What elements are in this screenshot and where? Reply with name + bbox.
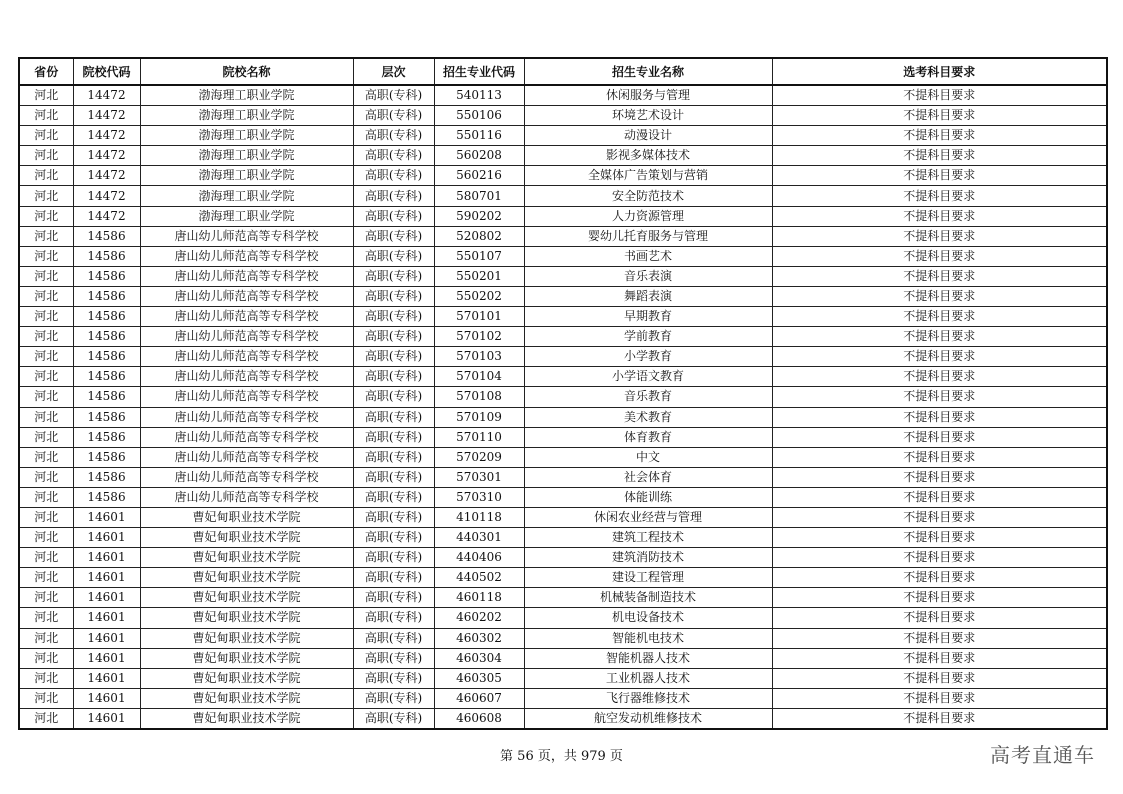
cell-school-code: 14601 <box>73 648 140 668</box>
cell-province: 河北 <box>19 447 73 467</box>
cell-level: 高职(专科) <box>353 568 434 588</box>
cell-province: 河北 <box>19 568 73 588</box>
cell-school-code: 14586 <box>73 286 140 306</box>
cell-school-name: 唐山幼儿师范高等专科学校 <box>140 246 353 266</box>
cell-province: 河北 <box>19 548 73 568</box>
table-row <box>19 206 1107 226</box>
cell-school-name: 唐山幼儿师范高等专科学校 <box>140 447 353 467</box>
cell-school-code: 14472 <box>73 186 140 206</box>
table-row <box>19 387 1107 407</box>
cell-province: 河北 <box>19 487 73 507</box>
cell-province: 河北 <box>19 648 73 668</box>
table-row <box>19 447 1107 467</box>
cell-level: 高职(专科) <box>353 668 434 688</box>
cell-province: 河北 <box>19 246 73 266</box>
cell-school-code: 14601 <box>73 588 140 608</box>
cell-province: 河北 <box>19 628 73 648</box>
cell-school-code: 14601 <box>73 608 140 628</box>
cell-major-code: 570101 <box>434 307 524 327</box>
cell-level: 高职(专科) <box>353 186 434 206</box>
cell-school-code: 14586 <box>73 447 140 467</box>
cell-subject-requirement: 不提科目要求 <box>772 427 1107 447</box>
cell-level: 高职(专科) <box>353 246 434 266</box>
cell-subject-requirement: 不提科目要求 <box>772 186 1107 206</box>
header-major-name: 招生专业名称 <box>524 58 772 85</box>
cell-level: 高职(专科) <box>353 708 434 729</box>
cell-province: 河北 <box>19 126 73 146</box>
cell-major-name: 工业机器人技术 <box>524 668 772 688</box>
table-row <box>19 568 1107 588</box>
cell-level: 高职(专科) <box>353 407 434 427</box>
table-row <box>19 166 1107 186</box>
cell-major-name: 休闲服务与管理 <box>524 85 772 106</box>
cell-subject-requirement: 不提科目要求 <box>772 347 1107 367</box>
cell-level: 高职(专科) <box>353 648 434 668</box>
cell-major-name: 全媒体广告策划与营销 <box>524 166 772 186</box>
cell-province: 河北 <box>19 347 73 367</box>
table-row <box>19 588 1107 608</box>
header-major-code: 招生专业代码 <box>434 58 524 85</box>
cell-school-code: 14472 <box>73 166 140 186</box>
cell-major-name: 安全防范技术 <box>524 186 772 206</box>
cell-subject-requirement: 不提科目要求 <box>772 307 1107 327</box>
cell-subject-requirement: 不提科目要求 <box>772 166 1107 186</box>
cell-level: 高职(专科) <box>353 286 434 306</box>
cell-subject-requirement: 不提科目要求 <box>772 568 1107 588</box>
cell-major-code: 540113 <box>434 85 524 106</box>
cell-major-name: 早期教育 <box>524 307 772 327</box>
cell-level: 高职(专科) <box>353 548 434 568</box>
cell-major-name: 航空发动机维修技术 <box>524 708 772 729</box>
cell-school-code: 14586 <box>73 226 140 246</box>
cell-province: 河北 <box>19 85 73 106</box>
cell-subject-requirement: 不提科目要求 <box>772 608 1107 628</box>
cell-school-code: 14601 <box>73 528 140 548</box>
cell-school-name: 渤海理工职业学院 <box>140 166 353 186</box>
cell-subject-requirement: 不提科目要求 <box>772 85 1107 106</box>
cell-subject-requirement: 不提科目要求 <box>772 668 1107 688</box>
cell-province: 河北 <box>19 467 73 487</box>
cell-major-code: 570104 <box>434 367 524 387</box>
admissions-table-container <box>18 57 1106 730</box>
cell-level: 高职(专科) <box>353 166 434 186</box>
cell-province: 河北 <box>19 146 73 166</box>
table-row <box>19 507 1107 527</box>
cell-school-code: 14586 <box>73 427 140 447</box>
cell-school-name: 唐山幼儿师范高等专科学校 <box>140 266 353 286</box>
cell-school-name: 曹妃甸职业技术学院 <box>140 588 353 608</box>
cell-major-code: 520802 <box>434 226 524 246</box>
table-row <box>19 548 1107 568</box>
cell-school-code: 14601 <box>73 568 140 588</box>
cell-major-code: 550107 <box>434 246 524 266</box>
cell-major-code: 570209 <box>434 447 524 467</box>
cell-major-name: 书画艺术 <box>524 246 772 266</box>
cell-subject-requirement: 不提科目要求 <box>772 206 1107 226</box>
cell-major-code: 570110 <box>434 427 524 447</box>
cell-level: 高职(专科) <box>353 146 434 166</box>
cell-major-name: 美术教育 <box>524 407 772 427</box>
table-row <box>19 226 1107 246</box>
cell-school-code: 14472 <box>73 106 140 126</box>
table-row <box>19 146 1107 166</box>
cell-school-name: 唐山幼儿师范高等专科学校 <box>140 387 353 407</box>
cell-school-name: 唐山幼儿师范高等专科学校 <box>140 226 353 246</box>
table-header-row <box>19 58 1107 85</box>
cell-school-name: 曹妃甸职业技术学院 <box>140 608 353 628</box>
table-row <box>19 427 1107 447</box>
cell-level: 高职(专科) <box>353 628 434 648</box>
cell-major-name: 飞行器维修技术 <box>524 688 772 708</box>
cell-major-code: 570102 <box>434 327 524 347</box>
cell-major-code: 460607 <box>434 688 524 708</box>
cell-subject-requirement: 不提科目要求 <box>772 407 1107 427</box>
cell-school-code: 14472 <box>73 126 140 146</box>
cell-subject-requirement: 不提科目要求 <box>772 528 1107 548</box>
cell-major-code: 560216 <box>434 166 524 186</box>
cell-subject-requirement: 不提科目要求 <box>772 126 1107 146</box>
cell-level: 高职(专科) <box>353 387 434 407</box>
cell-major-name: 机械装备制造技术 <box>524 588 772 608</box>
cell-major-code: 440301 <box>434 528 524 548</box>
cell-school-code: 14601 <box>73 628 140 648</box>
cell-province: 河北 <box>19 206 73 226</box>
table-row <box>19 407 1107 427</box>
cell-school-name: 曹妃甸职业技术学院 <box>140 568 353 588</box>
cell-major-code: 570310 <box>434 487 524 507</box>
cell-major-code: 550106 <box>434 106 524 126</box>
table-row <box>19 608 1107 628</box>
cell-province: 河北 <box>19 387 73 407</box>
cell-school-code: 14472 <box>73 206 140 226</box>
cell-province: 河北 <box>19 286 73 306</box>
cell-school-name: 曹妃甸职业技术学院 <box>140 548 353 568</box>
cell-school-name: 唐山幼儿师范高等专科学校 <box>140 367 353 387</box>
cell-school-name: 唐山幼儿师范高等专科学校 <box>140 407 353 427</box>
cell-school-name: 曹妃甸职业技术学院 <box>140 507 353 527</box>
cell-school-name: 唐山幼儿师范高等专科学校 <box>140 487 353 507</box>
cell-province: 河北 <box>19 307 73 327</box>
cell-school-name: 唐山幼儿师范高等专科学校 <box>140 286 353 306</box>
page-number-footer: 第 56 页，共 979 页 <box>500 749 623 764</box>
cell-major-name: 音乐表演 <box>524 266 772 286</box>
cell-level: 高职(专科) <box>353 347 434 367</box>
cell-school-name: 曹妃甸职业技术学院 <box>140 708 353 729</box>
cell-major-name: 动漫设计 <box>524 126 772 146</box>
cell-subject-requirement: 不提科目要求 <box>772 327 1107 347</box>
cell-major-code: 460202 <box>434 608 524 628</box>
table-row <box>19 186 1107 206</box>
cell-province: 河北 <box>19 528 73 548</box>
cell-level: 高职(专科) <box>353 447 434 467</box>
cell-school-name: 唐山幼儿师范高等专科学校 <box>140 327 353 347</box>
cell-subject-requirement: 不提科目要求 <box>772 467 1107 487</box>
cell-level: 高职(专科) <box>353 588 434 608</box>
cell-school-code: 14586 <box>73 467 140 487</box>
cell-subject-requirement: 不提科目要求 <box>772 266 1107 286</box>
cell-level: 高职(专科) <box>353 467 434 487</box>
cell-major-code: 460118 <box>434 588 524 608</box>
cell-school-code: 14586 <box>73 487 140 507</box>
cell-major-name: 学前教育 <box>524 327 772 347</box>
cell-level: 高职(专科) <box>353 307 434 327</box>
cell-school-code: 14601 <box>73 548 140 568</box>
cell-major-name: 智能机器人技术 <box>524 648 772 668</box>
table-row <box>19 347 1107 367</box>
table-row <box>19 688 1107 708</box>
cell-school-code: 14586 <box>73 407 140 427</box>
table-row <box>19 286 1107 306</box>
cell-school-name: 渤海理工职业学院 <box>140 146 353 166</box>
cell-major-code: 570301 <box>434 467 524 487</box>
cell-school-name: 唐山幼儿师范高等专科学校 <box>140 307 353 327</box>
cell-school-code: 14601 <box>73 668 140 688</box>
cell-school-code: 14586 <box>73 246 140 266</box>
cell-school-name: 曹妃甸职业技术学院 <box>140 628 353 648</box>
table-row <box>19 266 1107 286</box>
cell-level: 高职(专科) <box>353 427 434 447</box>
cell-level: 高职(专科) <box>353 206 434 226</box>
cell-subject-requirement: 不提科目要求 <box>772 588 1107 608</box>
cell-major-code: 570109 <box>434 407 524 427</box>
cell-school-code: 14586 <box>73 307 140 327</box>
cell-major-code: 410118 <box>434 507 524 527</box>
table-row <box>19 628 1107 648</box>
cell-major-name: 影视多媒体技术 <box>524 146 772 166</box>
cell-major-code: 460305 <box>434 668 524 688</box>
cell-subject-requirement: 不提科目要求 <box>772 246 1107 266</box>
cell-level: 高职(专科) <box>353 266 434 286</box>
cell-school-name: 曹妃甸职业技术学院 <box>140 648 353 668</box>
cell-major-name: 婴幼儿托育服务与管理 <box>524 226 772 246</box>
cell-school-code: 14472 <box>73 146 140 166</box>
cell-major-code: 550116 <box>434 126 524 146</box>
cell-province: 河北 <box>19 407 73 427</box>
cell-subject-requirement: 不提科目要求 <box>772 286 1107 306</box>
cell-province: 河北 <box>19 608 73 628</box>
cell-level: 高职(专科) <box>353 487 434 507</box>
table-row <box>19 367 1107 387</box>
table-row <box>19 487 1107 507</box>
cell-school-name: 唐山幼儿师范高等专科学校 <box>140 427 353 447</box>
cell-school-name: 唐山幼儿师范高等专科学校 <box>140 347 353 367</box>
cell-province: 河北 <box>19 367 73 387</box>
cell-subject-requirement: 不提科目要求 <box>772 226 1107 246</box>
cell-major-code: 460302 <box>434 628 524 648</box>
cell-province: 河北 <box>19 708 73 729</box>
cell-major-name: 智能机电技术 <box>524 628 772 648</box>
cell-school-name: 曹妃甸职业技术学院 <box>140 688 353 708</box>
cell-school-code: 14586 <box>73 387 140 407</box>
cell-major-code: 560208 <box>434 146 524 166</box>
cell-province: 河北 <box>19 427 73 447</box>
table-row <box>19 327 1107 347</box>
cell-province: 河北 <box>19 226 73 246</box>
cell-subject-requirement: 不提科目要求 <box>772 688 1107 708</box>
cell-major-name: 建筑工程技术 <box>524 528 772 548</box>
cell-subject-requirement: 不提科目要求 <box>772 648 1107 668</box>
cell-major-name: 小学教育 <box>524 347 772 367</box>
cell-major-name: 体能训练 <box>524 487 772 507</box>
cell-major-name: 体育教育 <box>524 427 772 447</box>
cell-major-code: 460304 <box>434 648 524 668</box>
cell-school-name: 曹妃甸职业技术学院 <box>140 528 353 548</box>
cell-school-code: 14601 <box>73 688 140 708</box>
cell-province: 河北 <box>19 588 73 608</box>
cell-major-name: 人力资源管理 <box>524 206 772 226</box>
cell-subject-requirement: 不提科目要求 <box>772 447 1107 467</box>
cell-level: 高职(专科) <box>353 126 434 146</box>
table-row <box>19 85 1107 106</box>
cell-level: 高职(专科) <box>353 106 434 126</box>
cell-level: 高职(专科) <box>353 367 434 387</box>
cell-major-code: 570103 <box>434 347 524 367</box>
header-school-code: 院校代码 <box>73 58 140 85</box>
header-school-name: 院校名称 <box>140 58 353 85</box>
cell-level: 高职(专科) <box>353 507 434 527</box>
cell-major-code: 580701 <box>434 186 524 206</box>
cell-major-name: 机电设备技术 <box>524 608 772 628</box>
watermark-text: 高考直通车 <box>990 743 1095 767</box>
cell-major-code: 550202 <box>434 286 524 306</box>
table-row <box>19 307 1107 327</box>
cell-province: 河北 <box>19 186 73 206</box>
table-row <box>19 708 1107 729</box>
table-row <box>19 126 1107 146</box>
cell-school-code: 14586 <box>73 266 140 286</box>
table-row <box>19 668 1107 688</box>
cell-province: 河北 <box>19 327 73 347</box>
cell-school-code: 14586 <box>73 367 140 387</box>
cell-major-name: 舞蹈表演 <box>524 286 772 306</box>
cell-major-name: 环境艺术设计 <box>524 106 772 126</box>
cell-major-name: 小学语文教育 <box>524 367 772 387</box>
cell-level: 高职(专科) <box>353 688 434 708</box>
cell-level: 高职(专科) <box>353 85 434 106</box>
cell-subject-requirement: 不提科目要求 <box>772 507 1107 527</box>
cell-level: 高职(专科) <box>353 327 434 347</box>
cell-major-name: 社会体育 <box>524 467 772 487</box>
header-province: 省份 <box>19 58 73 85</box>
cell-subject-requirement: 不提科目要求 <box>772 548 1107 568</box>
cell-school-code: 14586 <box>73 327 140 347</box>
cell-school-name: 唐山幼儿师范高等专科学校 <box>140 467 353 487</box>
cell-level: 高职(专科) <box>353 226 434 246</box>
cell-major-code: 590202 <box>434 206 524 226</box>
admissions-table <box>18 57 1108 730</box>
cell-major-name: 音乐教育 <box>524 387 772 407</box>
header-level: 层次 <box>353 58 434 85</box>
cell-school-name: 渤海理工职业学院 <box>140 186 353 206</box>
cell-major-code: 440502 <box>434 568 524 588</box>
cell-province: 河北 <box>19 266 73 286</box>
table-body <box>19 85 1107 729</box>
cell-school-code: 14586 <box>73 347 140 367</box>
cell-major-code: 460608 <box>434 708 524 729</box>
cell-province: 河北 <box>19 507 73 527</box>
cell-subject-requirement: 不提科目要求 <box>772 367 1107 387</box>
cell-school-name: 渤海理工职业学院 <box>140 85 353 106</box>
cell-subject-requirement: 不提科目要求 <box>772 106 1107 126</box>
cell-province: 河北 <box>19 668 73 688</box>
cell-province: 河北 <box>19 106 73 126</box>
cell-school-name: 渤海理工职业学院 <box>140 126 353 146</box>
cell-subject-requirement: 不提科目要求 <box>772 146 1107 166</box>
cell-major-code: 440406 <box>434 548 524 568</box>
cell-subject-requirement: 不提科目要求 <box>772 708 1107 729</box>
cell-school-code: 14601 <box>73 708 140 729</box>
cell-province: 河北 <box>19 688 73 708</box>
cell-level: 高职(专科) <box>353 608 434 628</box>
cell-school-code: 14601 <box>73 507 140 527</box>
cell-major-name: 建筑消防技术 <box>524 548 772 568</box>
cell-province: 河北 <box>19 166 73 186</box>
table-row <box>19 528 1107 548</box>
cell-major-name: 中文 <box>524 447 772 467</box>
table-row <box>19 648 1107 668</box>
header-subject-requirement: 选考科目要求 <box>772 58 1107 85</box>
table-row <box>19 246 1107 266</box>
cell-school-name: 渤海理工职业学院 <box>140 106 353 126</box>
table-row <box>19 467 1107 487</box>
cell-school-name: 渤海理工职业学院 <box>140 206 353 226</box>
cell-level: 高职(专科) <box>353 528 434 548</box>
cell-school-code: 14472 <box>73 85 140 106</box>
cell-subject-requirement: 不提科目要求 <box>772 387 1107 407</box>
cell-major-name: 建设工程管理 <box>524 568 772 588</box>
cell-subject-requirement: 不提科目要求 <box>772 487 1107 507</box>
cell-major-name: 休闲农业经营与管理 <box>524 507 772 527</box>
cell-major-code: 550201 <box>434 266 524 286</box>
cell-subject-requirement: 不提科目要求 <box>772 628 1107 648</box>
table-row <box>19 106 1107 126</box>
cell-major-code: 570108 <box>434 387 524 407</box>
cell-school-name: 曹妃甸职业技术学院 <box>140 668 353 688</box>
